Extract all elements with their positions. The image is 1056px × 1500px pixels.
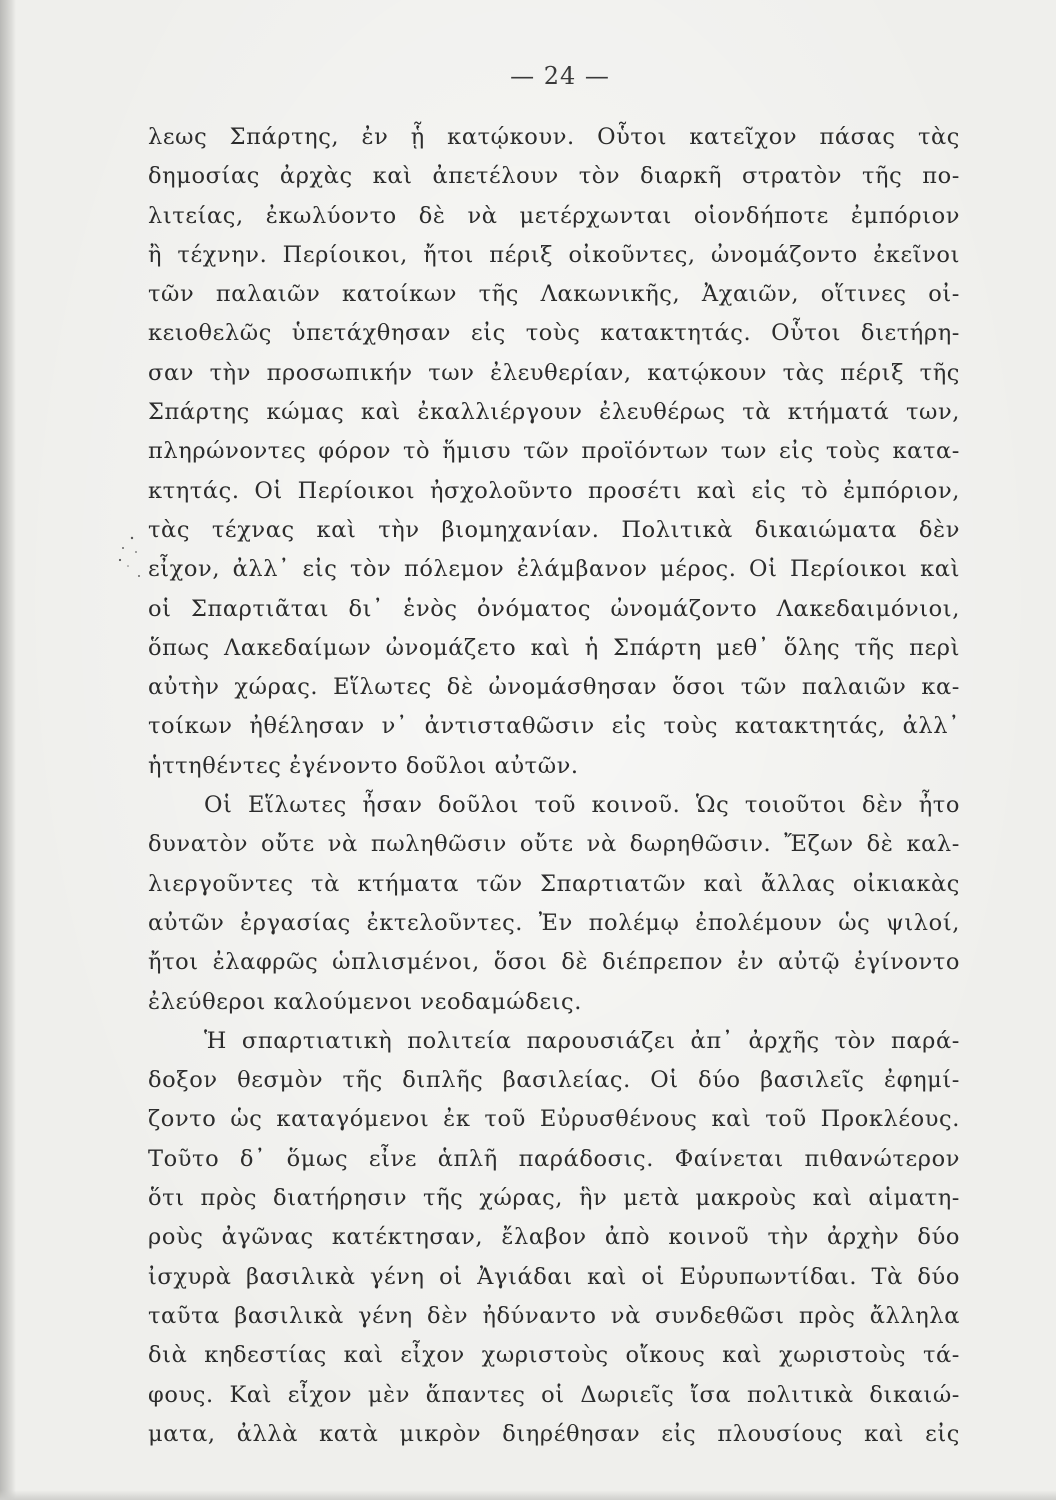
text-line: ἤτοι ἐλαφρῶς ὡπλισμένοι, ὅσοι δὲ διέπρεπον ἐν αὐτῷ ἐγίνοντο [148,949,960,976]
text-line: ἐλεύθεροι καλούμενοι νεοδαμώδεις. [148,988,583,1015]
text-line: ἢ τέχνην. Περίοικοι, ἤτοι πέριξ οἰκοῦντες, ὠνομάζοντο ἐκεῖνοι [148,241,960,268]
text-line: φους. Καὶ εἶχον μὲν ἅπαντες οἱ Δωριεῖς ἴσα πολιτικὰ δικαιώ- [148,1381,960,1408]
text-line: λιεργοῦντες τὰ κτήματα τῶν Σπαρτιατῶν καὶ ἄλλας οἰκιακὰς [148,870,960,897]
text-line: τὰς τέχνας καὶ τὴν βιομηχανίαν. Πολιτικὰ δικαιώματα δὲν [148,516,960,543]
text-line: ὅτι πρὸς διατήρησιν τῆς χώρας, ἣν μετὰ μακροὺς καὶ αἱματη- [148,1185,960,1212]
text-line: ματα, ἀλλὰ κατὰ μικρὸν διηρέθησαν εἰς πλουσίους καὶ εἰς [148,1420,960,1447]
text-line: ὅπως Λακεδαίμων ὠνομάζετο καὶ ἡ Σπάρτη μεθ᾽ ὅλης τῆς περὶ [148,634,960,661]
page-number: — 24 — [510,62,610,90]
text-line: δυνατὸν οὔτε νὰ πωληθῶσιν οὔτε νὰ δωρηθῶσιν. Ἔζων δὲ καλ- [148,831,960,858]
text-line: πληρώνοντες φόρον τὸ ἥμισυ τῶν προϊόντων των εἰς τοὺς κατα- [148,438,960,465]
text-line: σαν τὴν προσωπικήν των ἐλευθερίαν, κατῴκουν τὰς πέριξ τῆς [148,359,960,386]
text-line: εἶχον, ἀλλ᾽ εἰς τὸν πόλεμον ἐλάμβανον μέρος. Οἱ Περίοικοι καὶ [148,556,960,583]
text-line: Σπάρτης κώμας καὶ ἐκαλλιέργουν ἐλευθέρως τὰ κτήματά των, [148,399,960,426]
text-line: ἰσχυρὰ βασιλικὰ γένη οἱ Ἀγιάδαι καὶ οἱ Εὐρυπωντίδαι. Τὰ δύο [148,1263,960,1290]
page-bottom-shadow [0,1490,1056,1500]
text-line: Τοῦτο δ᾽ ὅμως εἶνε ἁπλῆ παράδοσις. Φαίνεται πιθανώτερον [148,1145,960,1172]
text-line: δοξον θεσμὸν τῆς διπλῆς βασιλείας. Οἱ δύο βασιλεῖς ἐφημί- [148,1067,960,1094]
text-line: τοίκων ἠθέλησαν ν᾽ ἀντισταθῶσιν εἰς τοὺς κατακτητάς, ἀλλ᾽ [148,713,960,740]
text-line: τῶν παλαιῶν κατοίκων τῆς Λακωνικῆς, Ἀχαιῶν, οἵτινες οἰ- [148,281,960,308]
text-line: κειοθελῶς ὑπετάχθησαν εἰς τοὺς κατακτητάς. Οὗτοι διετήρη- [148,320,960,347]
text-line: ἡττηθέντες ἐγένοντο δοῦλοι αὐτῶν. [148,752,579,779]
text-line: ροὺς ἀγῶνας κατέκτησαν, ἔλαβον ἀπὸ κοινοῦ τὴν ἀρχὴν δύο [148,1224,960,1251]
body-text [148,118,960,1454]
text-line: λεως Σπάρτης, ἐν ᾗ κατῴκουν. Οὗτοι κατεῖχον πάσας τὰς [148,124,960,150]
paragraph-start-line: Ἡ σπαρτιατικὴ πολιτεία παρουσιάζει ἀπ᾽ ἀρχῆς τὸν παρά- [204,1027,960,1054]
text-line: οἱ Σπαρτιᾶται δι᾽ ἑνὸς ὀνόματος ὠνομάζοντο Λακεδαιμόνιοι, [148,595,960,622]
text-line: αὐτῶν ἐργασίας ἐκτελοῦντες. Ἐν πολέμῳ ἐπολέμουν ὡς ψιλοί, [148,909,960,936]
page-edge-shadow [0,0,16,1500]
ink-speckle-marks [112,530,148,590]
text-line: κτητάς. Οἱ Περίοικοι ἠσχολοῦντο προσέτι καὶ εἰς τὸ ἐμπόριον, [148,477,960,504]
paragraph-start-line: Οἱ Εἵλωτες ἦσαν δοῦλοι τοῦ κοινοῦ. Ὡς τοιοῦτοι δὲν ἦτο [204,792,960,819]
text-line: λιτείας, ἐκωλύοντο δὲ νὰ μετέρχωνται οἱονδήποτε ἐμπόριον [148,202,960,229]
text-line: δημοσίας ἀρχὰς καὶ ἀπετέλουν τὸν διαρκῆ στρατὸν τῆς πο- [148,163,960,190]
text-line: αὐτὴν χώρας. Εἵλωτες δὲ ὠνομάσθησαν ὅσοι τῶν παλαιῶν κα- [148,674,960,701]
text-line: ζοντο ὡς καταγόμενοι ἐκ τοῦ Εὐρυσθένους καὶ τοῦ Προκλέους. [148,1106,960,1133]
text-line: διὰ κηδεστίας καὶ εἶχον χωριστοὺς οἴκους καὶ χωριστοὺς τά- [148,1342,960,1369]
text-line: ταῦτα βασιλικὰ γένη δὲν ἠδύναντο νὰ συνδεθῶσι πρὸς ἄλληλα [148,1302,960,1329]
